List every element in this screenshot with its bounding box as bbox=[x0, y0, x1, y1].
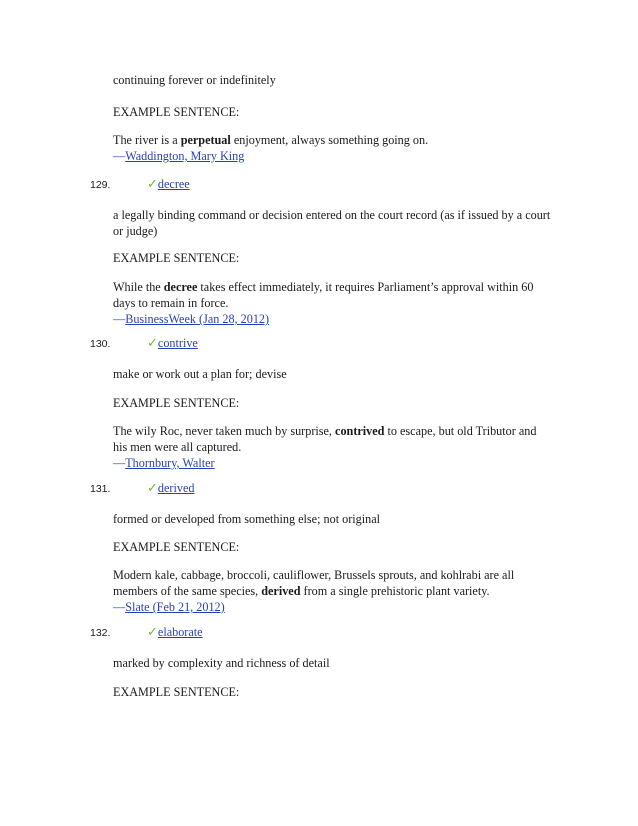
entry-number-129: 129. bbox=[90, 179, 111, 191]
word-link-derived[interactable]: derived bbox=[157, 481, 195, 495]
source-dash: — bbox=[113, 456, 126, 470]
highlighted-word: contrived bbox=[335, 424, 385, 438]
sentence-text: to escape, but old Tributor and bbox=[384, 424, 537, 438]
checkmark-icon: ✓ bbox=[147, 177, 158, 192]
word-link-decree[interactable]: decree bbox=[157, 177, 190, 191]
source-dash: — bbox=[113, 600, 126, 614]
example-sentence-130-line1 bbox=[113, 423, 536, 439]
example-heading-132: EXAMPLE SENTENCE: bbox=[113, 685, 240, 699]
sentence-text: from a single prehistoric plant variety. bbox=[300, 584, 490, 598]
source-131 bbox=[113, 599, 225, 615]
entry-number-131: 131. bbox=[90, 483, 111, 495]
sentence-text: members of the same species, bbox=[113, 584, 262, 598]
word-132 bbox=[147, 624, 203, 641]
definition-129-line1: a legally binding command or decision entered on the court record (as if issued by a court bbox=[113, 208, 551, 222]
source-link-129[interactable]: BusinessWeek (Jan 28, 2012) bbox=[125, 312, 270, 326]
entry-number-130: 130. bbox=[90, 338, 111, 350]
example-sentence-131-line2 bbox=[113, 583, 490, 599]
definition-129-line2: or judge) bbox=[113, 224, 158, 238]
sentence-text: enjoyment, always something going on. bbox=[230, 133, 429, 147]
source-link-131[interactable]: Slate (Feb 21, 2012) bbox=[125, 600, 225, 614]
source-dash: — bbox=[113, 149, 126, 163]
sentence-text: While the bbox=[113, 280, 164, 294]
word-link-elaborate[interactable]: elaborate bbox=[157, 625, 203, 639]
word-130 bbox=[147, 335, 198, 352]
source-130 bbox=[113, 455, 215, 471]
source-129 bbox=[113, 311, 269, 327]
word-131 bbox=[147, 480, 194, 497]
example-heading-129: EXAMPLE SENTENCE: bbox=[113, 251, 240, 265]
highlighted-word: perpetual bbox=[180, 133, 231, 147]
example-sentence-129-line1 bbox=[113, 279, 533, 295]
definition-128: continuing forever or indefinitely bbox=[113, 73, 276, 87]
source-link-130[interactable]: Thornbury, Walter bbox=[125, 456, 215, 470]
example-heading-130: EXAMPLE SENTENCE: bbox=[113, 396, 240, 410]
checkmark-icon: ✓ bbox=[147, 481, 158, 496]
source-128 bbox=[113, 148, 244, 164]
example-sentence-128 bbox=[113, 132, 428, 148]
word-129 bbox=[147, 176, 190, 193]
highlighted-word: decree bbox=[163, 280, 198, 294]
example-heading-128: EXAMPLE SENTENCE: bbox=[113, 105, 240, 119]
checkmark-icon: ✓ bbox=[147, 336, 158, 351]
checkmark-icon: ✓ bbox=[147, 625, 158, 640]
definition-132: marked by complexity and richness of detail bbox=[113, 656, 330, 670]
example-sentence-130-line2: his men were all captured. bbox=[113, 440, 242, 454]
highlighted-word: derived bbox=[261, 584, 301, 598]
word-link-contrive[interactable]: contrive bbox=[157, 336, 198, 350]
sentence-text: takes effect immediately, it requires Parliament’s approval within 60 bbox=[197, 280, 534, 294]
definition-131: formed or developed from something else; not original bbox=[113, 512, 381, 526]
entry-number-132: 132. bbox=[90, 627, 111, 639]
example-sentence-129-line2: days to remain in force. bbox=[113, 296, 229, 310]
example-heading-131: EXAMPLE SENTENCE: bbox=[113, 540, 240, 554]
definition-130: make or work out a plan for; devise bbox=[113, 367, 287, 381]
sentence-text: The wily Roc, never taken much by surprise, bbox=[113, 424, 336, 438]
source-link-128[interactable]: Waddington, Mary King bbox=[125, 149, 245, 163]
example-sentence-131-line1: Modern kale, cabbage, broccoli, cauliflower, Brussels sprouts, and kohlrabi are all bbox=[113, 568, 515, 582]
sentence-text: The river is a bbox=[113, 133, 181, 147]
source-dash: — bbox=[113, 312, 126, 326]
